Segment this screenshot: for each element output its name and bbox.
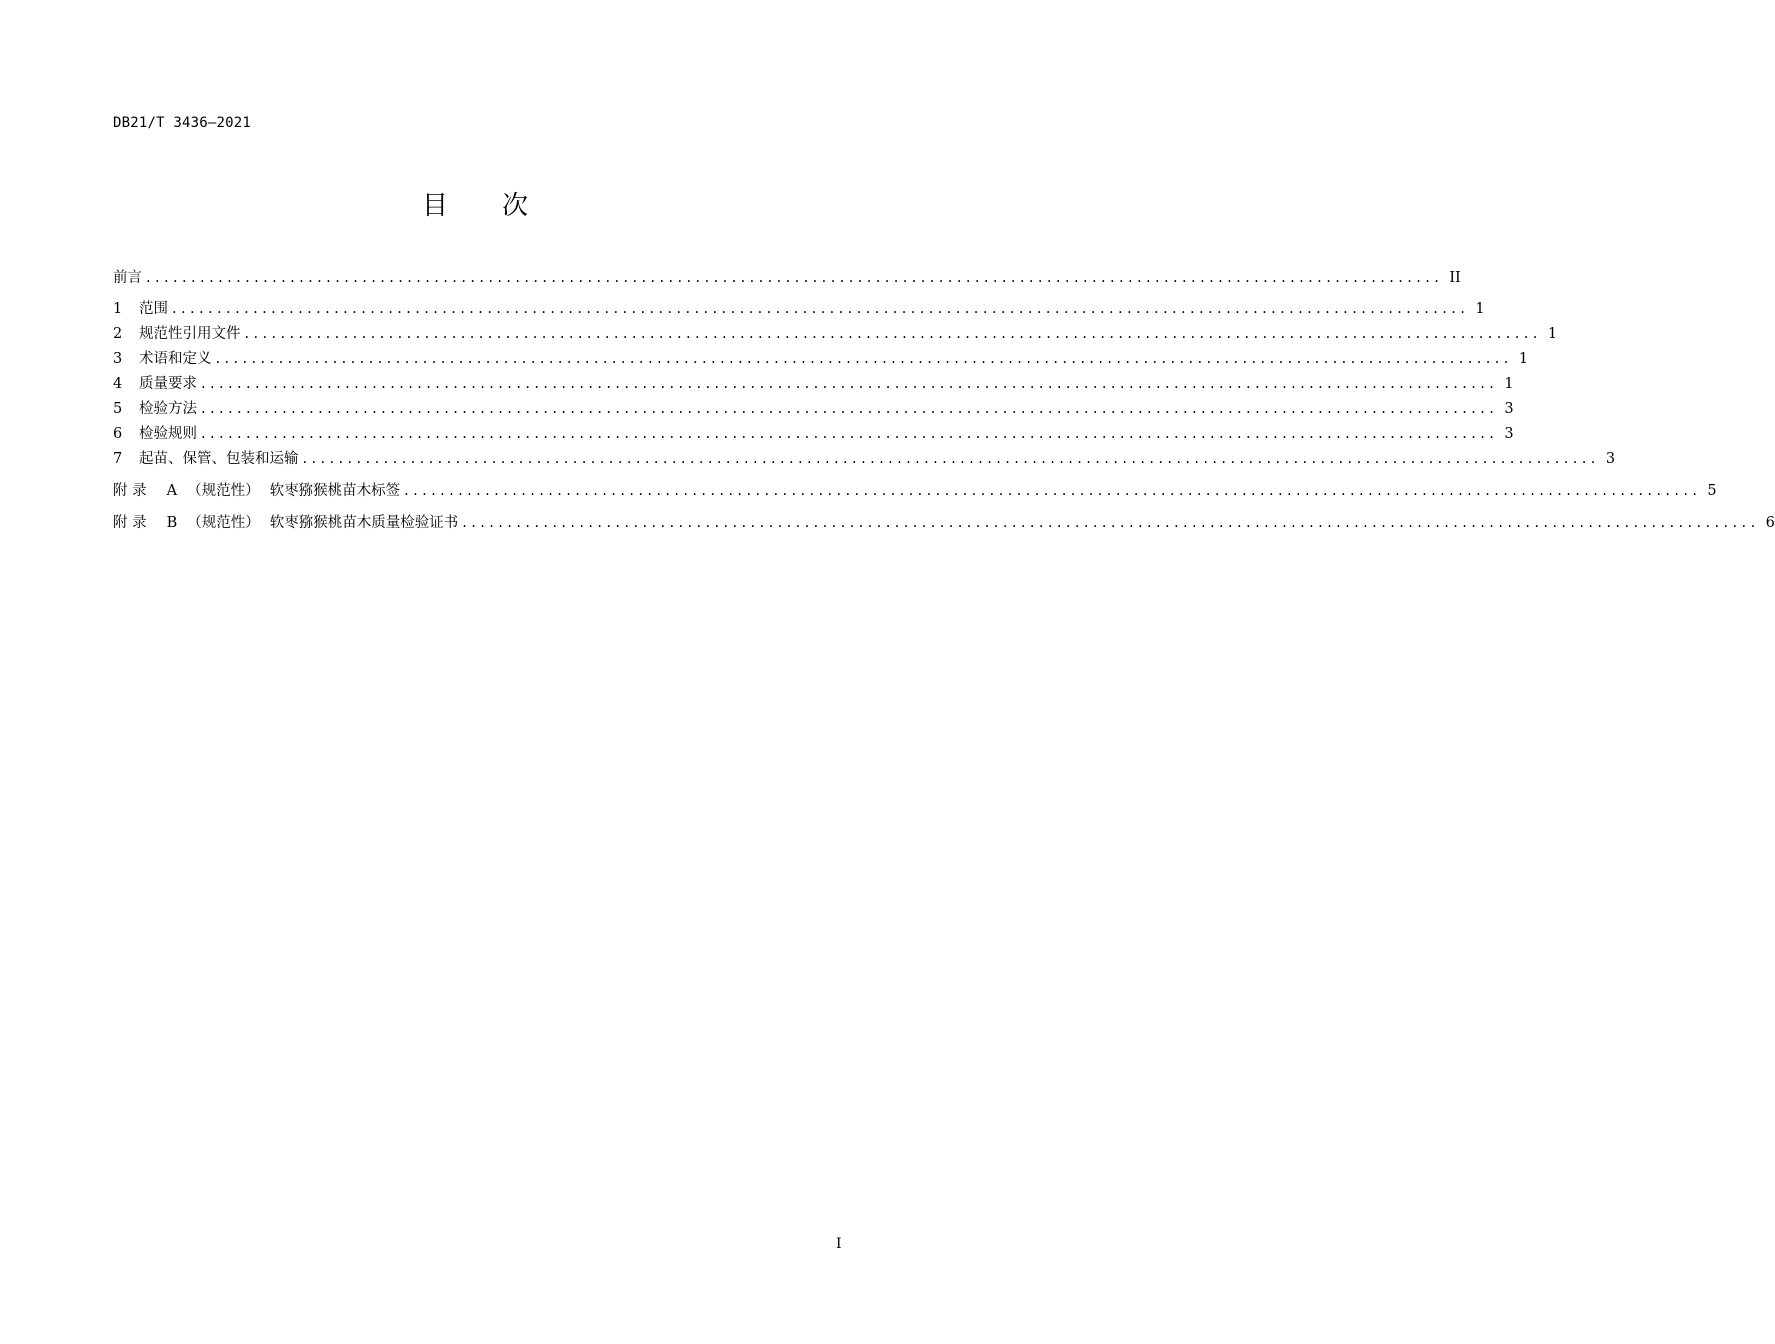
toc-entry-page: 5	[1707, 483, 1717, 499]
toc-entry-page: 3	[1605, 451, 1616, 467]
toc-entry-page: 1	[1475, 301, 1485, 317]
toc-entry-number: 2	[113, 326, 123, 342]
appendix-letter: A	[166, 483, 178, 499]
toc-entry-2[interactable]	[113, 324, 1558, 344]
toc-entry-number: 6	[113, 426, 123, 442]
toc-leader-dots: ................................................................................................................................................	[146, 270, 1444, 286]
toc-entry-label: 检验方法	[139, 401, 197, 417]
appendix-prefix: 附 录	[113, 515, 147, 531]
toc-entry-label: 术语和定义	[139, 351, 212, 367]
toc-entry-page: 1	[1547, 326, 1558, 342]
toc-leader-dots: ................................................................................................................................................	[201, 376, 1499, 392]
appendix-type: （规范性）	[187, 515, 260, 531]
toc-entry-foreword[interactable]	[113, 268, 1461, 288]
toc-entry-number: 4	[113, 376, 123, 392]
toc-entry-6[interactable]	[113, 424, 1514, 444]
toc-entry-label: 质量要求	[139, 376, 197, 392]
toc-leader-dots: ................................................................................................................................................	[172, 301, 1470, 317]
toc-leader-dots: ................................................................................................................................................	[201, 426, 1499, 442]
appendix-letter: B	[166, 515, 178, 531]
appendix-label: 软枣猕猴桃苗木标签	[269, 483, 401, 499]
toc-entry-number: 3	[113, 351, 123, 367]
toc-entry-5[interactable]	[113, 399, 1514, 419]
appendix-type: （规范性）	[187, 483, 260, 499]
appendix-prefix: 附 录	[113, 483, 147, 499]
appendix-label: 软枣猕猴桃苗木质量检验证书	[269, 515, 459, 531]
toc-entry-label: 规范性引用文件	[139, 326, 241, 342]
toc-entry-page: 3	[1504, 426, 1514, 442]
toc-leader-dots: ................................................................................................................................................	[201, 401, 1499, 417]
toc-leader-dots: ................................................................................................................................................	[215, 351, 1513, 367]
toc-title: 目次	[421, 191, 582, 221]
toc-entry-page: 1	[1504, 376, 1514, 392]
toc-leader-dots: ................................................................................................................................................	[404, 483, 1702, 499]
toc-appendix-a[interactable]	[113, 481, 1717, 501]
toc-appendix-b[interactable]	[113, 513, 1775, 533]
toc-entry-number: 5	[113, 401, 123, 417]
toc-entry-3[interactable]	[113, 349, 1529, 369]
toc-entry-number: 1	[113, 301, 123, 317]
document-code: DB21/T 3436—2021	[113, 115, 252, 131]
toc-entry-page: 6	[1765, 515, 1775, 531]
toc-entry-label: 范围	[139, 301, 168, 317]
toc-entry-page: II	[1449, 270, 1461, 286]
toc-entry-label: 起苗、保管、包装和运输	[139, 451, 299, 467]
page-number: I	[836, 1236, 842, 1252]
toc-entry-page: 3	[1504, 401, 1514, 417]
toc-leader-dots: ................................................................................................................................................	[244, 326, 1542, 342]
toc-entry-4[interactable]	[113, 374, 1514, 394]
toc-entry-number: 7	[113, 451, 123, 467]
toc-leader-dots: ................................................................................................................................................	[462, 515, 1760, 531]
toc-entry-7[interactable]	[113, 449, 1616, 469]
toc-entry-page: 1	[1518, 351, 1529, 367]
toc-entry-1[interactable]	[113, 299, 1485, 319]
toc-entry-label: 检验规则	[139, 426, 197, 442]
toc-leader-dots: ................................................................................................................................................	[302, 451, 1600, 467]
toc-entry-label: 前言	[113, 270, 142, 286]
